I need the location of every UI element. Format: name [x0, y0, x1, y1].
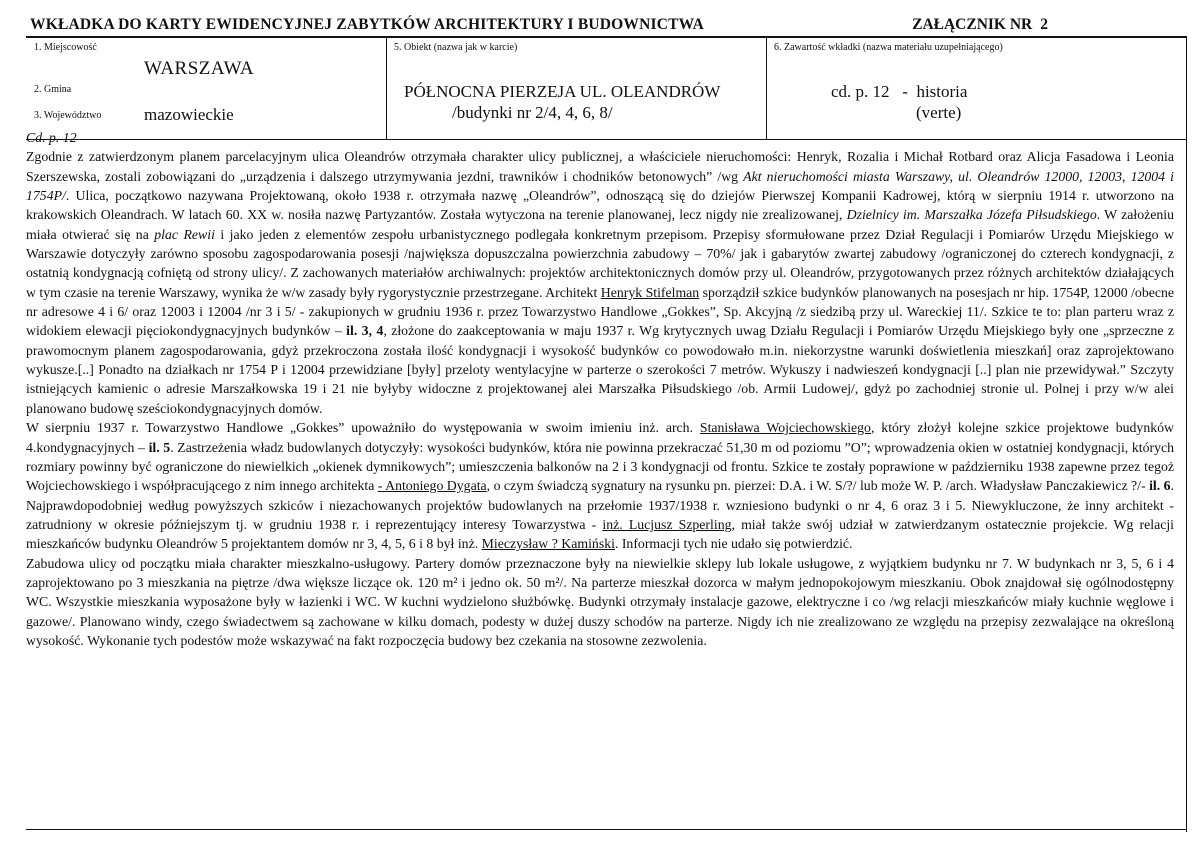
header-divider-1 [386, 38, 387, 139]
p1-architect-name: Henryk Stifelman [600, 284, 700, 300]
header-grid [26, 36, 1186, 140]
p1-text-c: . W założeniu miała otwierać się na [26, 207, 1174, 242]
p2-text-a: W sierpniu 1937 r. Towarzystwo Handlowe „Gokkes” upoważniło do występowania w swoim imieniu inż. arch. [26, 420, 700, 436]
p1-text-f: , złożone do zaakceptowania w maju 1937 r. Wg krytycznych uwag Działu Regulacji i Pomiarów Urzędu Miejskiego były one „sprzeczne z prawomocnym planem zagospodarowania, gdyż przekroczona została ilość kondygnacji i wysokość budynków co powodowało m.in. niekorzystne warunki doświetlenia mieszkań] oraz zaprojektowano wykusze.[..] Ponadto na działkach nr 1754 P i 12004 przewidziane [były] przeloty wentylacyjne w parterze o szerokości 7 metrów. Wykuszy i nadwieszeń kondygnacji [..] plan nie przewidywał.” Szczyty istniejących kamienic o adresie Marszałkowska 19 i 21 nie byłyby widoczne z projektowanej alei Marszałka Piłsudskiego /ob. Armii Ludowej/, gdyż po zachodniej stronie ul. Polnej i przy w/w alei planowano budowę sześciokondygnacyjnych domów. [26, 323, 1174, 416]
field-1-value: WARSZAWA [144, 58, 255, 79]
field-3-label: 3. Województwo [34, 110, 102, 121]
title-row [26, 14, 1186, 36]
p2-illustration-ref-1: il. 5 [148, 439, 171, 455]
p1-text-b: . Ulica, początkowo nazywana Projektowaną, około 1938 r. otrzymała nazwę „Oleandrów”, odnoszącą się do dziejów Pierwszej Kompanii Kadrowej, którą w sierpniu 1914 r. utworzono na krakowskich Oleandrach. W latach 60. XX w. nosiła nazwę Partyzantów. Została wytyczona na terenie planowanej, lecz nigdy nie zrealizowanej, [26, 188, 1174, 223]
field-3-value: mazowieckie [144, 105, 234, 124]
attachment-number: 2 [1040, 16, 1048, 33]
p2-text-b: , który złożył kolejne szkice projektowe budynków 4.kondygnacyjnych – [26, 420, 1174, 455]
document-title: WKŁADKA DO KARTY EWIDENCYJNEJ ZABYTKÓW ARCHITEKTURY I BUDOWNICTWA [30, 16, 705, 33]
p2-architect-name-4: Mieczysław ? Kamiński [481, 536, 615, 552]
p1-text-e: sporządził szkice budynków planowanych na posesjach nr hip. 1754P, 12000 /obecne nr adresowe 4 i 6/ oraz 12003 i 12004 /nr 3 i 5/ - zakupionych w grudniu 1936 r. przez Towarzystwo Handlowe „Gokkes”, Sp. Akcyjną /z siedzibą przy ul. Wareckiej 11/. Szkice te to: plan parteru wraz z widokiem elewacji pięciokondygnacyjnych budynków – [26, 284, 1174, 339]
p2-text-d: , o czym świadczą sygnatury na rysunku pn. pierzei: D.A. i W. S/?/ lub może W. P. /arch. Władysław Panczakiewicz ?/- [486, 478, 1150, 494]
field-5-label: 5. Obiekt (nazwa jak w karcie) [394, 42, 518, 53]
field-5-value-line-1: PÓŁNOCNA PIERZEJA UL. OLEANDRÓW [404, 82, 721, 101]
p2-architect-name-1: Stanisława Wojciechowskiego [699, 420, 871, 436]
field-6-value-line-2: (verte) [916, 103, 962, 122]
p1-illustration-ref: il. 3, 4 [346, 323, 384, 339]
p2-architect-name-3: inż. Lucjusz Szperling [602, 516, 732, 532]
p2-text-e: . Najprawdopodobniej według powyższych szkiców i niezachowanych projektów budowlanych na przełomie 1937/1938 r. wzniesiono budynki o nr 4, 6 oraz 3 i 5. Niewykluczone, że inny architekt - zatrudniony w okresie późniejszym tj. w grudniu 1938 r. i reprezentujący interesy Towarzystwa - [26, 478, 1174, 532]
p2-text-g: . Informacji tych nie udało się potwierdzić. [614, 536, 853, 552]
field-6-value-line-1: cd. p. 12 - historia [831, 82, 968, 101]
field-1-label: 1. Miejscowość [34, 42, 97, 53]
header-divider-2 [766, 38, 767, 139]
field-2-label: 2. Gmina [34, 84, 72, 95]
p2-text-c: . Zastrzeżenia władz budowlanych dotyczyły: wysokości budynków, która nie powinna przekraczać 51,30 m od poziomu ”O”; wprowadzenia okien w ostatniej kondygnacji, których rozmiary powinny być ograniczone do niewielkich „okienek dymnikowych”; umieszczenia balkonów na 2 i 3 kondygnacji od frontu. Szkice te zostały poprawione w październiku 1938 zapewne przez tegoż Wojciechowskiego i współpracującego z nim innego architekta [26, 439, 1175, 494]
field-5-value-line-2: /budynki nr 2/4, 4, 6, 8/ [452, 103, 613, 122]
attachment-label [912, 16, 1048, 34]
field-6-label: 6. Zawartość wkładki (nazwa materiału uzupełniającego) [774, 42, 1003, 53]
p1-text-a: Zgodnie z zatwierdzonym planem parcelacyjnym ulica Oleandrów otrzymała charakter ulicy publicznej, a właściciele nieruchomości: Henryk, Rozalia i Michał Rotbard oraz Alicja Fasadowa i Leonia Szerszewska, zostali zobowiązani do „urządzenia i dalszego utrzymywania jezdni, trawników i chodników betonowych” /wg [26, 149, 1174, 184]
p1-square-name: plac Rewii [154, 226, 215, 242]
frame-bottom-border [26, 829, 1186, 830]
paragraph-3: Zabudowa ulicy od początku miała charakter mieszkalno-usługowy. Partery domów przeznaczone były na niewielkie sklepy lub lokale usługowe, z wyjątkiem budynku nr 7. W budynkach nr 3, 5, 6 i 4 zaprojektowano po 3 mieszkania na piętrze /dwa większe liczące ok. 120 m² i jedno ok. 50 m²/. Na parterze mieszkał dozorca w małym jednopokojowym mieszkaniu. Obok znajdował się ogólnodostępny WC. Wszystkie mieszkania wyposażone były w łazienki i WC. W kuchni wydzielono służbówkę. Budynki otrzymały instalacje gazowe, elektryczne i co /wg relacji mieszkańców miały kuchnie węglowe i gazowe/. Planowano windy, czego świadectwem są zachowane w kilku domach, podesty w dużej duszy schodów na parterze. Nigdy ich nie zrealizowano ze względu na przepisy zezwalające na określoną wysokość. Wykonanie tych podestów może wskazywać na fakt rozpoczęcia budowy bez czekania na stosowne zezwolenia. [26, 555, 1174, 648]
p2-illustration-ref-2: il. 6 [1149, 478, 1171, 494]
p2-text-f: , miał także swój udział w zatwierdzanym ostatecznie projekcie. Wg relacji mieszkańców budynku Oleandrów 5 projektantem domów nr 3, 4, 5, 6 i 8 był inż. [26, 516, 1174, 552]
paragraph-1 [26, 128, 1174, 418]
body-text [26, 128, 1174, 650]
attachment-label-text: ZAŁĄCZNIK NR [912, 16, 1033, 33]
continuation-heading: Cd. p. 12 [26, 130, 77, 145]
frame-right-border [1186, 36, 1187, 832]
p1-source-citation: Akt nieruchomości miasta Warszawy, ul. Oleandrów 12000, 12003, 12004 i 1754P/ [26, 168, 1175, 204]
p1-text-d: i jako jeden z elementów zespołu urbanistycznego podlegała konkretnym przepisom. Przepisy sformułowane przez Dział Regulacji i Pomiarów Urzędu Miejskiego w Warszawie dotyczyły zarówno sposobu zagospodarowania posesji /największa dopuszczalna powierzchnia zabudowy – 70%/ jak i gabarytów zwartej zabudowy /ograniczonej do czterech kondygnacji, z ostatnią kondygnacją cofniętą od strony ulicy/. Z zachowanych materiałów archiwalnych: projektów architektonicznych domów przy ul. Oleandrów, przygotowanych przez różnych architektów działających w tym czasie na terenie Warszawy, wynika że w/w zasady były rygorystycznie przestrzegane. Architekt [26, 226, 1174, 300]
p1-district-name: Dzielnicy im. Marszałka Józefa Piłsudskiego [846, 207, 1097, 223]
paragraph-2 [26, 418, 1174, 553]
p2-architect-name-2: - Antoniego Dygata [377, 478, 487, 494]
document-sheet [26, 14, 1186, 832]
